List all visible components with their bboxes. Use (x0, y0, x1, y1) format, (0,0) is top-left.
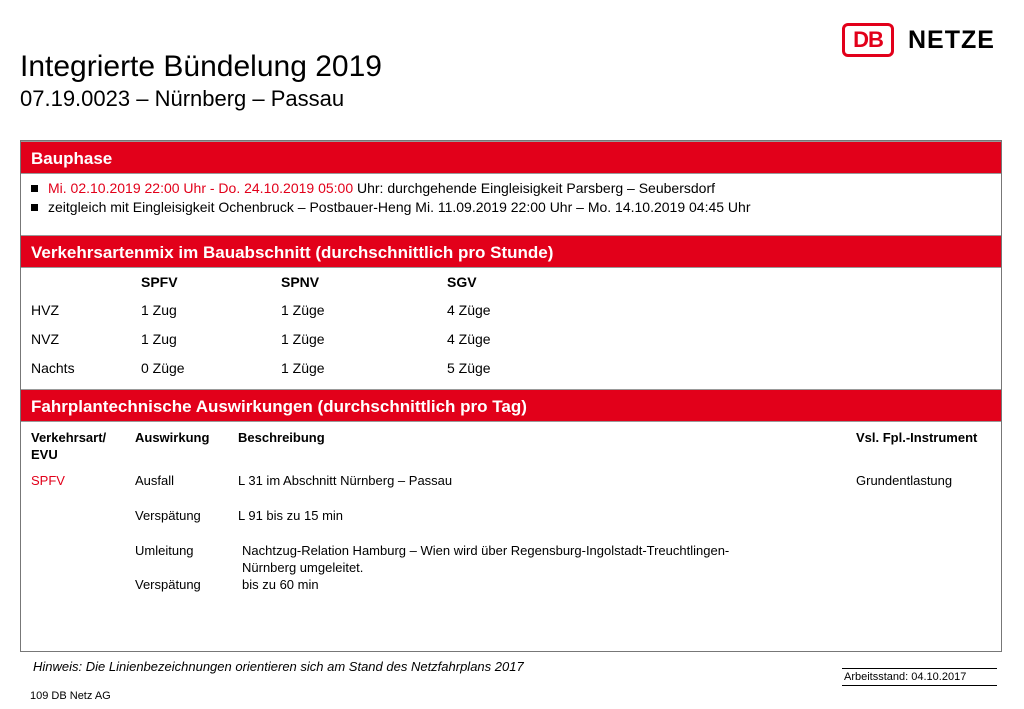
mix-cell: 1 Züge (281, 360, 325, 376)
page-subtitle: 07.19.0023 – Nürnberg – Passau (20, 86, 345, 111)
bauphase-list (31, 179, 750, 217)
bauphase-item-2 (31, 198, 750, 217)
mix-cell: 1 Zug (141, 331, 177, 347)
mix-heading: Verkehrsartenmix im Bauabschnitt (durchschnittlich pro Stunde) (21, 235, 1001, 268)
page-title: Integrierte Bündelung 2019 (20, 50, 382, 83)
mix-cell: 1 Züge (281, 331, 325, 347)
fahrplan-heading: Fahrplantechnische Auswirkungen (durchschnittlich pro Tag) (21, 389, 1001, 422)
fp-beschreibung-line1: Nachtzug-Relation Hamburg – Wien wird über Regensburg-Ingolstadt-Treuchtlingen- (242, 543, 730, 558)
fp-col-auswirkung: Auswirkung (135, 430, 210, 445)
fp-col-verkehrsart-line2: EVU (31, 447, 58, 462)
db-logo-mark: DB (842, 23, 894, 57)
fp-beschreibung-line2: Nürnberg umgeleitet. (242, 560, 364, 575)
fp-beschreibung: L 91 bis zu 15 min (238, 508, 344, 523)
fp-auswirkung: Verspätung (135, 577, 201, 592)
bullet-square-icon (31, 185, 38, 192)
fp-instrument: Grundentlastung (856, 473, 953, 488)
mix-cell: 0 Züge (141, 360, 185, 376)
fp-beschreibung: bis zu 60 min (242, 577, 319, 592)
mix-cell: 1 Züge (281, 302, 325, 318)
fp-auswirkung: Umleitung (135, 543, 194, 558)
fp-verkehrsart: SPFV (31, 473, 65, 488)
fp-auswirkung: Verspätung (135, 508, 201, 523)
bauphase-heading: Bauphase (21, 141, 1001, 174)
mix-row-label: Nachts (31, 360, 75, 376)
bauphase-item-1-text: Uhr: durchgehende Eingleisigkeit Parsberg – Seubersdorf (353, 180, 715, 196)
fp-col-verkehrsart (31, 429, 106, 463)
arbeitsstand: Arbeitsstand: 04.10.2017 (842, 668, 997, 686)
bauphase-period: Mi. 02.10.2019 22:00 Uhr - Do. 24.10.2019 05:00 (48, 180, 354, 196)
mix-row-label: HVZ (31, 302, 59, 318)
mix-col-sgv: SGV (447, 274, 477, 290)
bauphase-item-2-text: zeitgleich mit Eingleisigkeit Ochenbruck – Postbauer-Heng Mi. 11.09.2019 22:00 Uhr – Mo. 14.10.2019 04:45 Uhr (48, 199, 751, 215)
db-netze-logo (842, 22, 995, 58)
content-frame (20, 140, 1002, 652)
fp-beschreibung: L 31 im Abschnitt Nürnberg – Passau (238, 473, 453, 488)
fp-beschreibung (242, 542, 729, 576)
page-footer: 109 DB Netz AG (30, 690, 111, 702)
bauphase-item-1 (31, 179, 750, 198)
fp-col-beschreibung: Beschreibung (238, 430, 325, 445)
mix-cell: 5 Züge (447, 360, 491, 376)
mix-cell: 4 Züge (447, 302, 491, 318)
bullet-square-icon (31, 204, 38, 211)
fp-auswirkung: Ausfall (135, 473, 175, 488)
mix-cell: 1 Zug (141, 302, 177, 318)
mix-cell: 4 Züge (447, 331, 491, 347)
fp-col-verkehrsart-line1: Verkehrsart/ (31, 430, 107, 445)
fp-col-instrument: Vsl. Fpl.-Instrument (856, 430, 978, 445)
mix-col-spnv: SPNV (281, 274, 320, 290)
hint-note: Hinweis: Die Linienbezeichnungen orientieren sich am Stand des Netzfahrplans 2017 (33, 659, 524, 674)
mix-col-spfv: SPFV (141, 274, 178, 290)
mix-row-label: NVZ (31, 331, 59, 347)
logo-wordmark: NETZE (908, 25, 995, 54)
